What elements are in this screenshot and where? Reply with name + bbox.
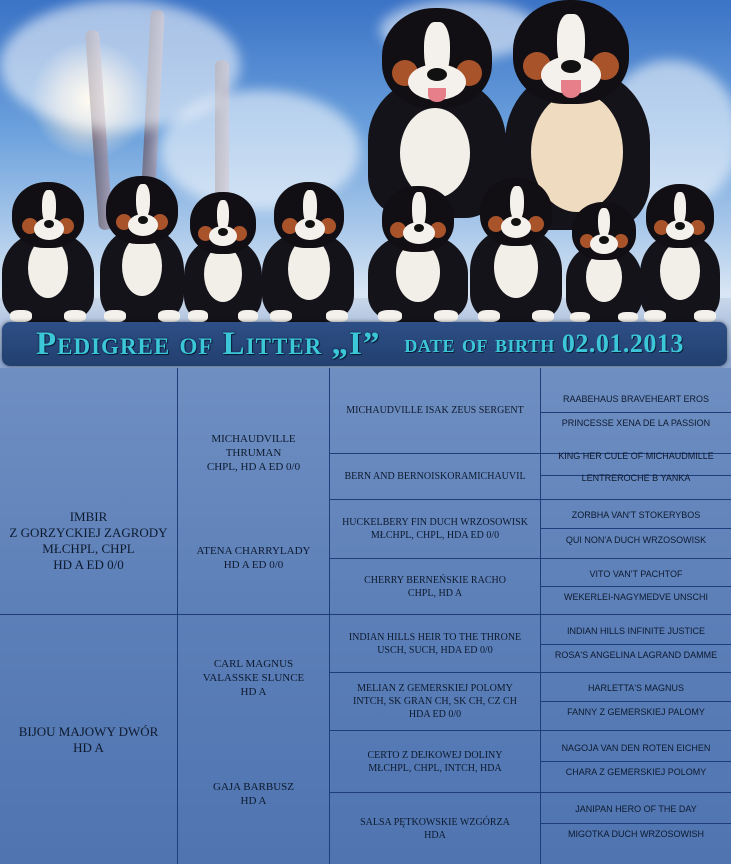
gen4-cell: LENTREROCHE B YANKA	[581, 472, 691, 483]
puppy	[566, 202, 642, 322]
puppy	[2, 182, 94, 322]
gen4-cell: ROSA'S ANGELINA LAGRAND DAMME	[554, 649, 718, 660]
ancestor-detail: HD A ED 0/0	[223, 559, 284, 571]
ancestor-name: MICHAUDVILLE ISAK ZEUS SERGENT	[346, 405, 524, 416]
title-banner	[2, 322, 727, 366]
sire-name: IMBIR	[69, 509, 108, 524]
banner-title: Pedigree of Litter „I”	[36, 325, 381, 362]
gen3-cell	[330, 454, 540, 499]
ancestor-detail: HD A	[240, 795, 267, 807]
gen4-cell: VITO VAN'T PACHTOF	[589, 568, 683, 579]
ancestor-name: MELIAN Z GEMERSKIEJ POLOMY	[357, 683, 513, 694]
ancestor-name: GAJA BARBUSZ	[213, 781, 294, 793]
ancestor-name: BERN AND BERNOISKORAMICHAUVIL	[344, 471, 526, 482]
banner-date-of-birth: date of birth 02.01.2013	[404, 329, 684, 358]
gen4-cell: MIGOTKA DUCH WRZOSOWISH	[568, 828, 704, 839]
puppy	[640, 184, 720, 322]
gen4-cell: RAABEHAUS BRAVEHEART EROS	[562, 393, 710, 404]
ancestor-detail: USCH, SUCH, HDA ED 0/0	[377, 644, 493, 656]
ancestor-name: HUCKELBERY FIN DUCH WRZOSOWISK	[342, 517, 528, 528]
gen4-cell: CHARA Z GEMERSKIEJ POLOMY	[565, 766, 707, 777]
ancestor-detail: CHPL, HD A	[407, 587, 463, 599]
gen3-cell	[330, 559, 540, 614]
gen4-cell: JANIPAN HERO OF THE DAY	[575, 803, 697, 814]
gen3-cell	[330, 500, 540, 558]
ancestor-name: ATENA CHARRYLADY	[196, 545, 311, 557]
paternal-granddam-cell	[178, 536, 329, 580]
puppy	[184, 192, 262, 322]
ancestor-detail: MŁCHPL, CHPL, INTCH, HDA	[368, 762, 502, 774]
ancestor-detail: INTCH, SK GRAN CH, SK CH, CZ CH	[353, 696, 517, 707]
puppy	[100, 176, 184, 322]
gen4-cell: QUI NON'A DUCH WRZOSOWISK	[565, 534, 707, 545]
gen4-cell: NAGOJA VAN DEN ROTEN EICHEN	[561, 742, 711, 753]
paternal-grandsire-cell	[178, 418, 329, 488]
gen3-cell	[330, 673, 540, 730]
ancestor-detail: CHPL, HD A ED 0/0	[206, 461, 301, 473]
ancestor-detail: THRUMAN	[225, 447, 282, 459]
puppy	[368, 186, 468, 322]
ancestor-name: SALSA PĘTKOWSKIE WZGÓRZA	[360, 816, 510, 828]
dam-detail: HD A	[73, 739, 104, 755]
maternal-grandsire-cell	[178, 648, 329, 708]
puppy	[262, 182, 354, 322]
gen3-cell	[330, 368, 540, 453]
pedigree-table	[0, 368, 731, 864]
ancestor-detail: HDA ED 0/0	[408, 709, 462, 720]
gen4-cell: FANNY Z GEMERSKIEJ PALOMY	[567, 706, 705, 717]
sire-detail: MŁCHPL, CHPL	[42, 541, 135, 556]
gen3-cell	[330, 615, 540, 672]
ancestor-name: CARL MAGNUS	[213, 658, 294, 670]
puppy	[470, 178, 562, 322]
maternal-granddam-cell	[178, 772, 329, 816]
dam-cell	[0, 615, 177, 864]
ancestor-name: CHERRY BERNEŃSKIE RACHO	[364, 574, 506, 586]
ancestor-detail: HD A	[240, 686, 267, 698]
gen4-cell: ZORBHA VAN'T STOKERYBOS	[571, 509, 701, 520]
gen4-cell: WEKERLEI-NAGYMEDVE UNSCHI	[563, 591, 709, 602]
sire-detail: HD A ED 0/0	[53, 557, 124, 572]
gen3-cell	[330, 731, 540, 792]
ancestor-name: INDIAN HILLS HEIR TO THE THRONE	[348, 631, 522, 643]
ancestor-detail: MŁCHPL, CHPL, HDA ED 0/0	[370, 530, 500, 541]
dam-name: BIJOU MAJOWY DWÓR	[18, 723, 159, 739]
ancestor-name: CERTO Z DEJKOWEJ DOLINY	[367, 749, 503, 761]
gen3-cell	[330, 793, 540, 864]
ancestor-detail: VALASSKE SLUNCE	[202, 672, 305, 684]
gen4-cell: INDIAN HILLS INFINITE JUSTICE	[566, 625, 706, 636]
sire-detail: Z GORZYCKIEJ ZAGRODY	[9, 525, 168, 540]
gen4-cell: HARLETTA'S MAGNUS	[587, 682, 685, 693]
litter-photo	[0, 0, 731, 368]
ancestor-name: MICHAUDVILLE	[211, 433, 296, 445]
gen4-cell: KING HER CULE OF MICHAUDMILLE	[558, 450, 714, 461]
ancestor-detail: HDA	[424, 829, 446, 841]
gen4-cell: PRINCESSE XENA DE LA PASSION	[561, 417, 711, 428]
